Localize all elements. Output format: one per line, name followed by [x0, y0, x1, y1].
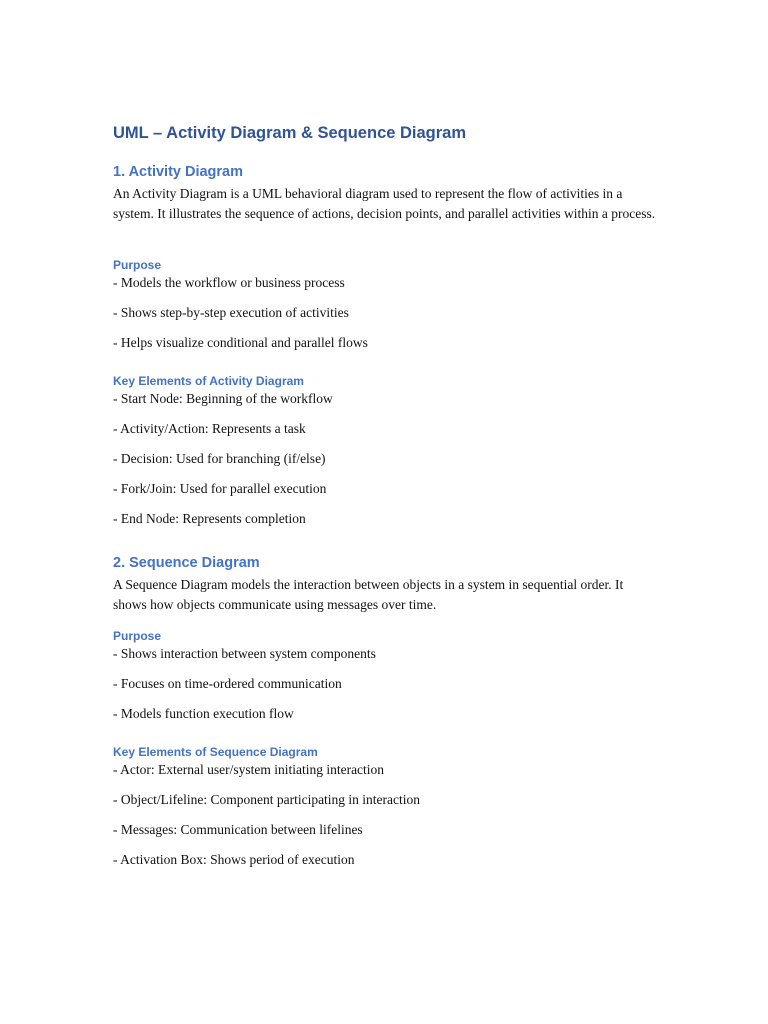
activity-purpose-list [113, 275, 658, 351]
sequence-purpose-heading: Purpose [113, 629, 162, 643]
list-item: - Fork/Join: Used for parallel execution [113, 481, 327, 496]
list-item: - Shows interaction between system components [113, 646, 376, 661]
document-title: UML – Activity Diagram & Sequence Diagram [113, 124, 467, 142]
sequence-diagram-heading: 2. Sequence Diagram [113, 555, 260, 571]
activity-diagram-heading-block [113, 162, 658, 223]
activity-elements-heading: Key Elements of Activity Diagram [113, 374, 304, 388]
sequence-elements-section [113, 744, 658, 868]
activity-elements-list [113, 391, 658, 527]
activity-elements-section [113, 373, 658, 527]
sequence-purpose-section [113, 628, 658, 722]
activity-diagram-description: An Activity Diagram is a UML behavioral diagram used to represent the flow of activities in a system. It illustrates the sequence of actions, decision points, and parallel activities within a process. [113, 186, 656, 221]
list-item: - Activation Box: Shows period of execution [113, 852, 355, 867]
sequence-diagram-description: A Sequence Diagram models the interaction between objects in a system in sequential order. It shows how objects communicate using messages over time. [113, 577, 624, 612]
sequence-diagram-heading-block [113, 553, 658, 614]
activity-purpose-heading: Purpose [113, 258, 162, 272]
list-item: - Models function execution flow [113, 706, 294, 721]
list-item: - Focuses on time-ordered communication [113, 676, 342, 691]
list-item: - Decision: Used for branching (if/else) [113, 451, 326, 466]
sequence-elements-heading: Key Elements of Sequence Diagram [113, 745, 318, 759]
sequence-elements-list [113, 762, 658, 868]
list-item: - End Node: Represents completion [113, 511, 306, 526]
list-item: - Activity/Action: Represents a task [113, 421, 306, 436]
list-item: - Messages: Communication between lifelines [113, 822, 363, 837]
list-item: - Start Node: Beginning of the workflow [113, 391, 333, 406]
list-item: - Models the workflow or business process [113, 275, 345, 290]
sequence-purpose-list [113, 646, 658, 722]
list-item: - Helps visualize conditional and parallel flows [113, 335, 368, 350]
list-item: - Shows step-by-step execution of activities [113, 305, 349, 320]
activity-diagram-heading: 1. Activity Diagram [113, 164, 244, 180]
list-item: - Actor: External user/system initiating interaction [113, 762, 385, 777]
activity-purpose-section [113, 257, 658, 351]
list-item: - Object/Lifeline: Component participating in interaction [113, 792, 421, 807]
